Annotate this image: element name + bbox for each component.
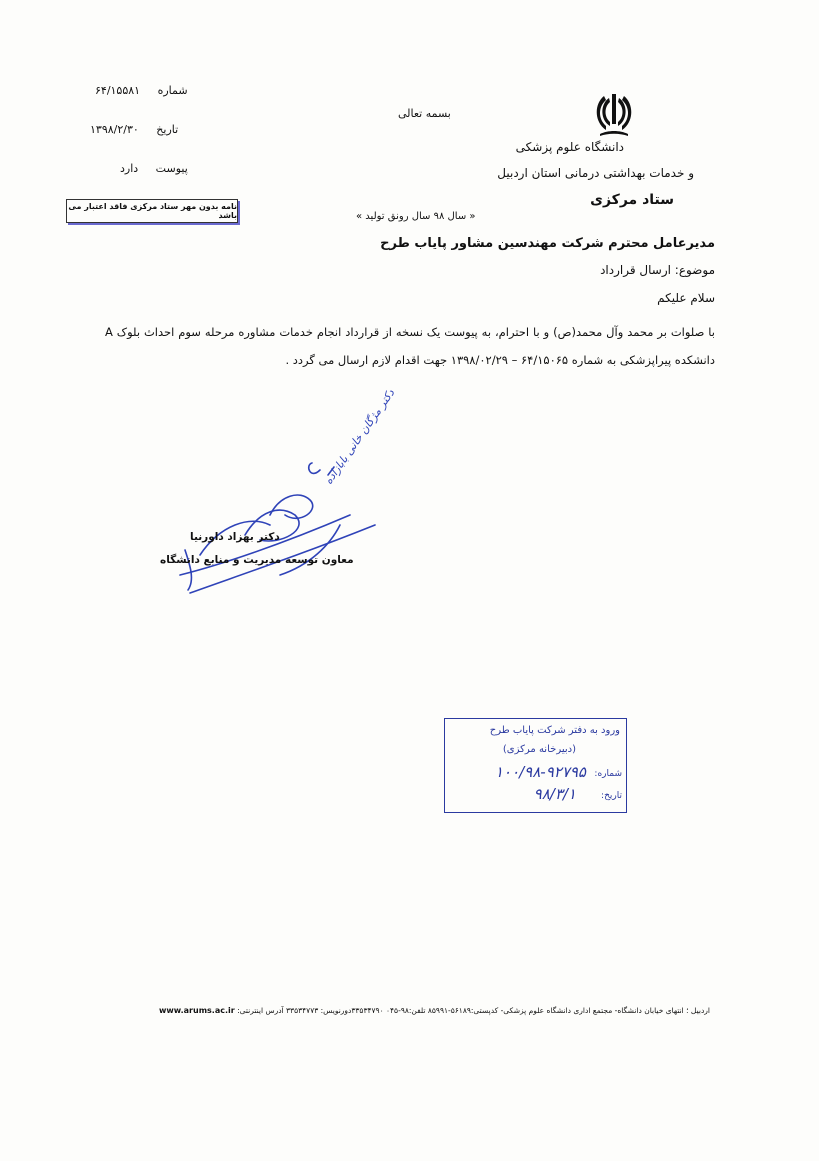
year-slogan: « سال ۹۸ سال رونق تولید » — [356, 211, 476, 222]
letter-number-row — [95, 84, 188, 97]
letter-number-value: ۶۴/۱۵۵۸۱ — [95, 84, 141, 97]
iran-emblem-icon — [592, 92, 636, 138]
received-stamp-subtitle: (دبیرخانه مرکزی) — [502, 744, 576, 755]
signature-handwriting: دکتر مژگان خانی بابازاده — [321, 386, 398, 487]
handwritten-signature — [160, 386, 398, 600]
university-name: دانشگاه علوم پزشکی — [515, 140, 624, 154]
footer-address-text: اردبیل ؛ انتهای خیابان دانشگاه- مجتمع اداری دانشگاه علوم پزشکی- کدپستی:۵۶۱۸۹-۸۵۹۹۱ تلفن:۹۸-۰۴۵ ۳۳۵۳۴۷۹۰دورنویس: ۳۳۵۳۴۷۷۳ آدرس اینترنتی: — [237, 1006, 710, 1015]
university-services: و خدمات بهداشتی درمانی استان اردبیل — [497, 166, 694, 180]
letter-attachment-label: پیوست — [155, 162, 188, 175]
received-date-value: ۹۸/۳/۱ — [533, 785, 576, 803]
letter-number-label: شماره — [157, 84, 188, 97]
central-office: ستاد مرکزی — [590, 192, 674, 208]
received-number-label: شماره: — [594, 769, 622, 779]
footer-address — [130, 1006, 710, 1015]
received-number-value: ۱۰۰/۹۸-۹۲۷۹۵ — [494, 763, 586, 781]
letter-body — [105, 318, 715, 374]
received-date-label: تاریخ: — [601, 791, 622, 801]
letter-greeting: سلام علیکم — [657, 291, 715, 305]
letter-subject: موضوع: ارسال قرارداد — [600, 263, 715, 277]
letter-attachment-row — [120, 162, 188, 175]
letter-body-paragraph: با صلوات بر محمد وآل محمد(ص) و با احترام، به پیوست یک نسخه از قرارداد انجام خدمات مشاوره مرحله سوم احداث بلوک A دانشکده پیراپزشکی به شماره ۶۴/۱۵۰۶۵ – ۱۳۹۸/۰۲/۲۹ جهت اقدام لازم ارسال می گردد . — [105, 325, 715, 367]
received-stamp-title: ورود به دفتر شرکت پایاب طرح — [489, 725, 620, 736]
letter-date-row — [90, 123, 178, 136]
letter-date-value: ۱۳۹۸/۲/۳۰ — [90, 123, 139, 136]
footer-website: www.arums.ac.ir — [158, 1006, 235, 1015]
letter-date-label: تاریخ — [156, 123, 179, 136]
bismillah: بسمه تعالی — [398, 107, 451, 120]
validity-note: نامه بدون مهر ستاد مرکزی فاقد اعتبار می باشد — [66, 199, 238, 223]
letter-addressee: مدیرعامل محترم شرکت مهندسین مشاور پایاب طرح — [380, 236, 715, 251]
received-stamp — [444, 718, 627, 813]
signer-name: دکتر بهزاد داورنیا — [190, 531, 280, 543]
letter-attachment-value: دارد — [120, 162, 139, 175]
signer-title: معاون توسعه مدیریت و منابع دانشگاه — [160, 554, 354, 566]
